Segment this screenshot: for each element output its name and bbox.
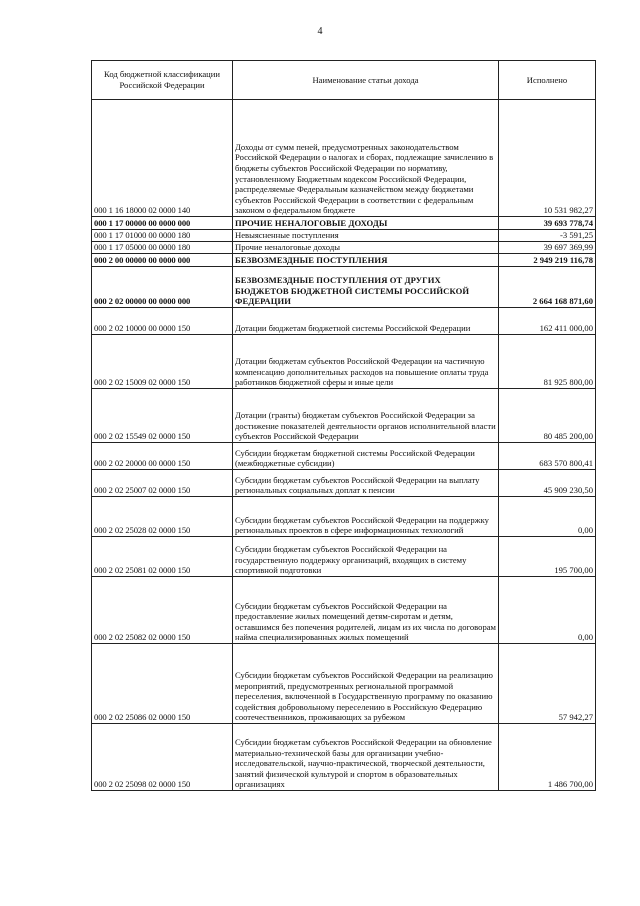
row-amount: 45 909 230,50 xyxy=(499,470,596,497)
row-amount: 10 531 982,27 xyxy=(499,100,596,217)
table-row xyxy=(92,230,596,242)
row-name: Субсидии бюджетам субъектов Российской Федерации на выплату региональных социальных доплат к пенсии xyxy=(233,470,499,497)
table-row xyxy=(92,537,596,577)
row-name: ПРОЧИЕ НЕНАЛОГОВЫЕ ДОХОДЫ xyxy=(233,217,499,230)
row-amount: 1 486 700,00 xyxy=(499,724,596,791)
row-name: Субсидии бюджетам субъектов Российской Федерации на поддержку региональных проектов в сфере информационных технологий xyxy=(233,497,499,537)
table-row xyxy=(92,100,596,217)
table-row xyxy=(92,267,596,308)
row-amount: 2 949 219 116,78 xyxy=(499,254,596,267)
row-code: 000 2 02 15549 02 0000 150 xyxy=(92,389,233,443)
row-code: 000 2 02 25098 02 0000 150 xyxy=(92,724,233,791)
table-row xyxy=(92,644,596,724)
table-row xyxy=(92,308,596,335)
row-name: Дотации (гранты) бюджетам субъектов Российской Федерации за достижение показателей деятельности органов исполнительной власти субъектов Российской Федерации xyxy=(233,389,499,443)
table-row xyxy=(92,217,596,230)
table-row xyxy=(92,335,596,389)
row-code: 000 2 02 25082 02 0000 150 xyxy=(92,577,233,644)
row-code: 000 2 02 00000 00 0000 000 xyxy=(92,267,233,308)
table-row xyxy=(92,470,596,497)
row-code: 000 1 17 05000 00 0000 180 xyxy=(92,242,233,254)
row-code: 000 2 02 25081 02 0000 150 xyxy=(92,537,233,577)
row-amount: -3 591,25 xyxy=(499,230,596,242)
row-name: БЕЗВОЗМЕЗДНЫЕ ПОСТУПЛЕНИЯ ОТ ДРУГИХ БЮДЖЕТОВ БЮДЖЕТНОЙ СИСТЕМЫ РОССИЙСКОЙ ФЕДЕРАЦИИ xyxy=(233,267,499,308)
row-code: 000 2 02 25028 02 0000 150 xyxy=(92,497,233,537)
table-row xyxy=(92,497,596,537)
page-number: 4 xyxy=(317,26,323,37)
row-name: Субсидии бюджетам субъектов Российской Федерации на государственную поддержку организаций, входящих в систему спортивной подготовки xyxy=(233,537,499,577)
row-amount: 2 664 168 871,60 xyxy=(499,267,596,308)
table-row xyxy=(92,254,596,267)
row-code: 000 1 17 01000 00 0000 180 xyxy=(92,230,233,242)
header-amount: Исполнено xyxy=(499,61,596,100)
row-name: Невыясненные поступления xyxy=(233,230,499,242)
header-name: Наименование статьи дохода xyxy=(233,61,499,100)
row-code: 000 2 02 10000 00 0000 150 xyxy=(92,308,233,335)
row-code: 000 1 16 18000 02 0000 140 xyxy=(92,100,233,217)
row-name: Дотации бюджетам субъектов Российской Федерации на частичную компенсацию дополнительных расходов на повышение оплаты труда работников бюджетной сферы и иные цели xyxy=(233,335,499,389)
row-name: Субсидии бюджетам субъектов Российской Федерации на обновление материально-технической базы для организации учебно-исследовательской, научно-практической, творческой деятельности, занятий физической культурой и спортом в образовательных организациях xyxy=(233,724,499,791)
table-row xyxy=(92,443,596,470)
row-amount: 39 697 369,99 xyxy=(499,242,596,254)
row-amount: 0,00 xyxy=(499,497,596,537)
table-row xyxy=(92,724,596,791)
row-code: 000 1 17 00000 00 0000 000 xyxy=(92,217,233,230)
row-code: 000 2 02 25007 02 0000 150 xyxy=(92,470,233,497)
row-name: Субсидии бюджетам бюджетной системы Российской Федерации (межбюджетные субсидии) xyxy=(233,443,499,470)
row-code: 000 2 02 25086 02 0000 150 xyxy=(92,644,233,724)
row-code: 000 2 02 15009 02 0000 150 xyxy=(92,335,233,389)
row-name: Доходы от сумм пеней, предусмотренных законодательством Российской Федерации о налогах и сборах, подлежащие зачислению в бюджеты субъектов Российской Федерации по нормативу, установленному Бюджетным кодексом Российской Федерации, распределяемые Федеральным казначейством между бюджетами субъектов Российской Федерации в соответствии с федеральным законом о федеральном бюджете xyxy=(233,100,499,217)
row-amount: 80 485 200,00 xyxy=(499,389,596,443)
row-amount: 195 700,00 xyxy=(499,537,596,577)
row-name: БЕЗВОЗМЕЗДНЫЕ ПОСТУПЛЕНИЯ xyxy=(233,254,499,267)
row-name: Дотации бюджетам бюджетной системы Российской Федерации xyxy=(233,308,499,335)
row-code: 000 2 00 00000 00 0000 000 xyxy=(92,254,233,267)
row-name: Субсидии бюджетам субъектов Российской Федерации на реализацию мероприятий, предусмотренных региональной программой переселения, включенной в Государственную программу по оказанию содействия добровольному переселению в Российскую Федерацию соотечественников, проживающих за рубежом xyxy=(233,644,499,724)
row-amount: 0,00 xyxy=(499,577,596,644)
header-code: Код бюджетной классификации Российской Федерации xyxy=(92,61,233,100)
row-amount: 683 570 800,41 xyxy=(499,443,596,470)
row-name: Прочие неналоговые доходы xyxy=(233,242,499,254)
row-name: Субсидии бюджетам субъектов Российской Федерации на предоставление жилых помещений детям-сиротам и детям, оставшимся без попечения родителей, лицам из их числа по договорам найма специализированных жилых помещений xyxy=(233,577,499,644)
row-amount: 57 942,27 xyxy=(499,644,596,724)
row-code: 000 2 02 20000 00 0000 150 xyxy=(92,443,233,470)
row-amount: 162 411 000,00 xyxy=(499,308,596,335)
table-header-row xyxy=(92,61,596,100)
table-row xyxy=(92,389,596,443)
table-row xyxy=(92,242,596,254)
table-row xyxy=(92,577,596,644)
budget-revenue-table xyxy=(91,60,596,791)
row-amount: 81 925 800,00 xyxy=(499,335,596,389)
row-amount: 39 693 778,74 xyxy=(499,217,596,230)
